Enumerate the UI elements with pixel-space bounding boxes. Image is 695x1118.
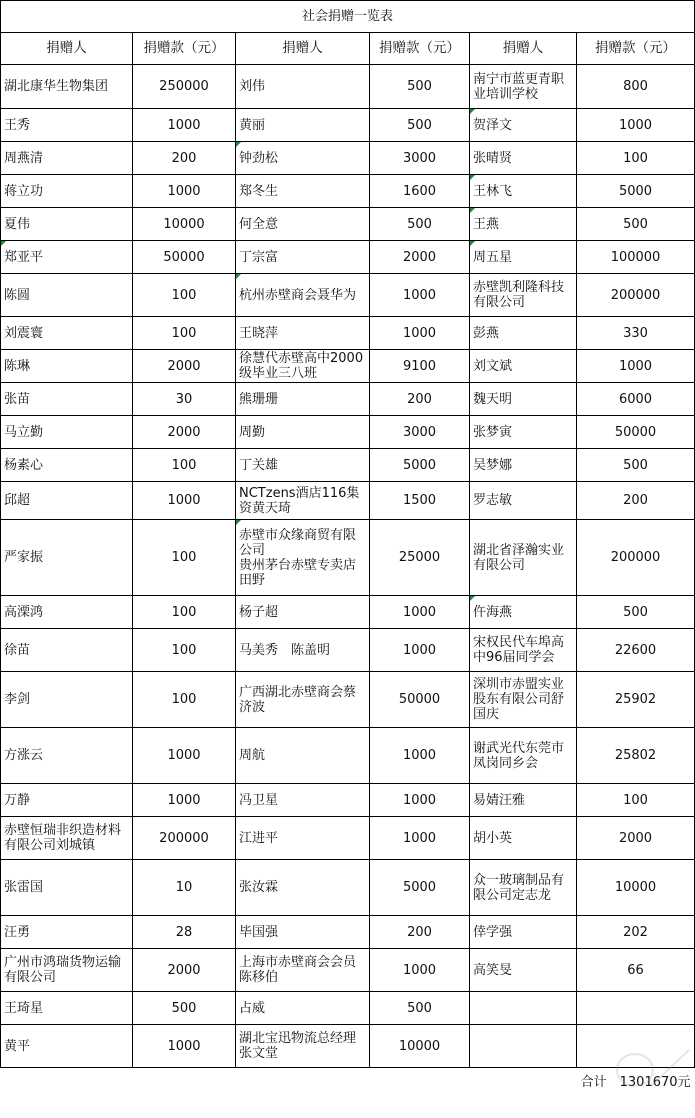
amount-cell: 1000 — [370, 728, 470, 784]
header-row — [1, 33, 695, 65]
amount-cell: 1000 — [577, 350, 695, 383]
table-row — [1, 784, 695, 817]
amount-cell: 2000 — [370, 241, 470, 274]
grand-total: 合计 1301670元 — [580, 1075, 691, 1091]
table-row — [1, 596, 695, 629]
donor-cell — [470, 1025, 577, 1068]
amount-cell: 1500 — [370, 482, 470, 520]
donor-cell: 仵海燕 — [470, 596, 577, 629]
header-amount-1: 捐赠款（元） — [133, 33, 236, 65]
amount-cell: 10000 — [370, 1025, 470, 1068]
donor-cell: 占威 — [236, 992, 370, 1025]
table-title: 社会捐赠一览表 — [1, 1, 695, 33]
amount-cell: 200000 — [577, 274, 695, 317]
amount-cell: 500 — [577, 208, 695, 241]
amount-cell: 100 — [133, 672, 236, 728]
donor-cell: 杭州赤壁商会聂华为 — [236, 274, 370, 317]
table-row — [1, 383, 695, 416]
amount-cell: 1000 — [133, 109, 236, 142]
amount-cell: 500 — [133, 992, 236, 1025]
donor-cell: 黄丽 — [236, 109, 370, 142]
amount-cell: 100 — [133, 449, 236, 482]
donor-cell: NCTzens酒店116集资黄天琦 — [236, 482, 370, 520]
donor-cell: 赤壁市众缘商贸有限公司 贵州茅台赤壁专卖店田野 — [236, 520, 370, 596]
amount-cell: 100 — [133, 317, 236, 350]
amount-cell: 200 — [577, 482, 695, 520]
donor-cell: 周航 — [236, 728, 370, 784]
amount-cell: 1000 — [370, 817, 470, 860]
table-row — [1, 208, 695, 241]
amount-cell: 250000 — [133, 65, 236, 109]
amount-cell: 25902 — [577, 672, 695, 728]
table-row — [1, 416, 695, 449]
amount-cell: 5000 — [577, 175, 695, 208]
header-donor-1: 捐赠人 — [1, 33, 133, 65]
total-row — [1, 1068, 695, 1098]
table-row — [1, 274, 695, 317]
donor-cell: 周燕清 — [1, 142, 133, 175]
donor-cell: 丁关雄 — [236, 449, 370, 482]
donor-cell: 广州市鸿瑞货物运输有限公司 — [1, 949, 133, 992]
header-donor-2: 捐赠人 — [236, 33, 370, 65]
donor-cell: 徐慧代赤壁高中2000级毕业三八班 — [236, 350, 370, 383]
title-row — [1, 1, 695, 33]
donor-cell: 周五星 — [470, 241, 577, 274]
amount-cell: 330 — [577, 317, 695, 350]
amount-cell: 1000 — [133, 1025, 236, 1068]
amount-cell: 25802 — [577, 728, 695, 784]
amount-cell: 1000 — [133, 175, 236, 208]
amount-cell: 1000 — [370, 629, 470, 672]
donor-cell: 宋权民代车埠高中96届同学会 — [470, 629, 577, 672]
donor-cell: 张汝霖 — [236, 860, 370, 916]
table-row — [1, 350, 695, 383]
donor-cell: 彭燕 — [470, 317, 577, 350]
donor-cell: 高笑旻 — [470, 949, 577, 992]
donor-cell: 方涨云 — [1, 728, 133, 784]
amount-cell: 100 — [577, 142, 695, 175]
amount-cell: 28 — [133, 916, 236, 949]
amount-cell: 50000 — [133, 241, 236, 274]
amount-cell: 6000 — [577, 383, 695, 416]
donor-cell: 钟劲松 — [236, 142, 370, 175]
amount-cell: 1000 — [133, 784, 236, 817]
amount-cell: 500 — [370, 65, 470, 109]
table-row — [1, 449, 695, 482]
amount-cell: 500 — [370, 208, 470, 241]
donor-cell: 陈圆 — [1, 274, 133, 317]
donor-cell: 谢武光代东莞市凤岗同乡会 — [470, 728, 577, 784]
donor-cell: 王秀 — [1, 109, 133, 142]
amount-cell: 100000 — [577, 241, 695, 274]
table-row — [1, 317, 695, 350]
donor-cell: 郑冬生 — [236, 175, 370, 208]
amount-cell: 200 — [370, 916, 470, 949]
donor-cell: 上海市赤壁商会会员陈移伯 — [236, 949, 370, 992]
amount-cell: 1000 — [370, 317, 470, 350]
amount-cell: 100 — [133, 596, 236, 629]
donor-cell: 湖北康华生物集团 — [1, 65, 133, 109]
donor-cell: 高溧鸿 — [1, 596, 133, 629]
table-body — [1, 1, 695, 1098]
donor-cell: 赤壁恒瑞非织造材料有限公司刘城镇 — [1, 817, 133, 860]
table-row — [1, 482, 695, 520]
donor-cell: 易婧汪雅 — [470, 784, 577, 817]
donor-cell: 深圳市赤盟实业股东有限公司舒国庆 — [470, 672, 577, 728]
table-row — [1, 142, 695, 175]
donor-cell: 广西湖北赤壁商会蔡济波 — [236, 672, 370, 728]
watermark-logo — [611, 1040, 691, 1100]
table-row — [1, 520, 695, 596]
amount-cell: 2000 — [133, 416, 236, 449]
donor-cell: 邱超 — [1, 482, 133, 520]
amount-cell: 50000 — [370, 672, 470, 728]
donor-cell: 马美秀 陈盖明 — [236, 629, 370, 672]
donor-cell: 赤壁凯利隆科技有限公司 — [470, 274, 577, 317]
table-row — [1, 65, 695, 109]
donor-cell: 吴梦娜 — [470, 449, 577, 482]
amount-cell: 2000 — [577, 817, 695, 860]
table-row — [1, 817, 695, 860]
donor-cell: 陈琳 — [1, 350, 133, 383]
table-row — [1, 916, 695, 949]
donor-cell: 贺泽文 — [470, 109, 577, 142]
table-row — [1, 1025, 695, 1068]
donor-cell: 毕国强 — [236, 916, 370, 949]
donor-cell: 刘震寰 — [1, 317, 133, 350]
donor-cell: 张苗 — [1, 383, 133, 416]
donor-cell: 南宁市蓝更青职业培训学校 — [470, 65, 577, 109]
table-row — [1, 629, 695, 672]
donor-cell: 刘伟 — [236, 65, 370, 109]
table-row — [1, 672, 695, 728]
amount-cell: 22600 — [577, 629, 695, 672]
table-row — [1, 241, 695, 274]
amount-cell: 800 — [577, 65, 695, 109]
amount-cell: 3000 — [370, 142, 470, 175]
donor-cell: 夏伟 — [1, 208, 133, 241]
amount-cell: 200000 — [133, 817, 236, 860]
amount-cell: 500 — [370, 109, 470, 142]
amount-cell: 10 — [133, 860, 236, 916]
donor-cell: 周勤 — [236, 416, 370, 449]
amount-cell: 1000 — [133, 482, 236, 520]
amount-cell: 9100 — [370, 350, 470, 383]
donor-cell — [470, 992, 577, 1025]
donor-cell: 王燕 — [470, 208, 577, 241]
amount-cell: 500 — [577, 596, 695, 629]
donor-cell: 马立勤 — [1, 416, 133, 449]
amount-cell: 100 — [133, 274, 236, 317]
amount-cell: 25000 — [370, 520, 470, 596]
donor-cell: 众一玻璃制品有限公司定志龙 — [470, 860, 577, 916]
donor-cell: 黄平 — [1, 1025, 133, 1068]
amount-cell: 1000 — [370, 949, 470, 992]
amount-cell: 2000 — [133, 949, 236, 992]
donor-cell: 汪勇 — [1, 916, 133, 949]
table-row — [1, 992, 695, 1025]
amount-cell: 5000 — [370, 449, 470, 482]
amount-cell: 30 — [133, 383, 236, 416]
donor-cell: 王晓萍 — [236, 317, 370, 350]
amount-cell: 3000 — [370, 416, 470, 449]
amount-cell: 100 — [577, 784, 695, 817]
amount-cell: 500 — [370, 992, 470, 1025]
donor-cell: 熊珊珊 — [236, 383, 370, 416]
table-row — [1, 949, 695, 992]
amount-cell: 1000 — [133, 728, 236, 784]
donor-cell: 严家振 — [1, 520, 133, 596]
amount-cell: 1000 — [577, 109, 695, 142]
amount-cell: 2000 — [133, 350, 236, 383]
donor-cell: 郑亚平 — [1, 241, 133, 274]
donor-cell: 张梦寅 — [470, 416, 577, 449]
amount-cell: 10000 — [133, 208, 236, 241]
table-row — [1, 109, 695, 142]
donor-cell: 王琦星 — [1, 992, 133, 1025]
amount-cell: 5000 — [370, 860, 470, 916]
amount-cell: 66 — [577, 949, 695, 992]
amount-cell: 200000 — [577, 520, 695, 596]
donor-cell: 徐苗 — [1, 629, 133, 672]
donor-cell: 胡小英 — [470, 817, 577, 860]
donor-cell: 杨素心 — [1, 449, 133, 482]
amount-cell: 1600 — [370, 175, 470, 208]
donor-cell: 万静 — [1, 784, 133, 817]
amount-cell: 50000 — [577, 416, 695, 449]
donor-cell: 刘文斌 — [470, 350, 577, 383]
table-row — [1, 728, 695, 784]
donor-cell: 蒋立功 — [1, 175, 133, 208]
donor-cell: 湖北宝迅物流总经理张文堂 — [236, 1025, 370, 1068]
amount-cell: 100 — [133, 520, 236, 596]
amount-cell: 200 — [133, 142, 236, 175]
table-row — [1, 860, 695, 916]
header-amount-2: 捐赠款（元） — [370, 33, 470, 65]
donor-cell: 冯卫星 — [236, 784, 370, 817]
header-donor-3: 捐赠人 — [470, 33, 577, 65]
donor-cell: 湖北省泽瀚实业有限公司 — [470, 520, 577, 596]
donor-cell: 李剑 — [1, 672, 133, 728]
donor-cell: 魏天明 — [470, 383, 577, 416]
donor-cell: 江进平 — [236, 817, 370, 860]
amount-cell: 100 — [133, 629, 236, 672]
table-row — [1, 175, 695, 208]
amount-cell: 10000 — [577, 860, 695, 916]
amount-cell: 1000 — [370, 784, 470, 817]
donor-cell: 张雷国 — [1, 860, 133, 916]
amount-cell: 1000 — [370, 274, 470, 317]
amount-cell: 200 — [370, 383, 470, 416]
amount-cell: 1000 — [370, 596, 470, 629]
donor-cell: 倖学强 — [470, 916, 577, 949]
donor-cell: 罗志敏 — [470, 482, 577, 520]
amount-cell — [577, 992, 695, 1025]
donor-cell: 张晴贤 — [470, 142, 577, 175]
header-amount-3: 捐赠款（元） — [577, 33, 695, 65]
donor-cell: 杨子超 — [236, 596, 370, 629]
donor-cell: 何全意 — [236, 208, 370, 241]
amount-cell: 500 — [577, 449, 695, 482]
amount-cell: 202 — [577, 916, 695, 949]
donor-cell: 王林飞 — [470, 175, 577, 208]
donor-cell: 丁宗富 — [236, 241, 370, 274]
